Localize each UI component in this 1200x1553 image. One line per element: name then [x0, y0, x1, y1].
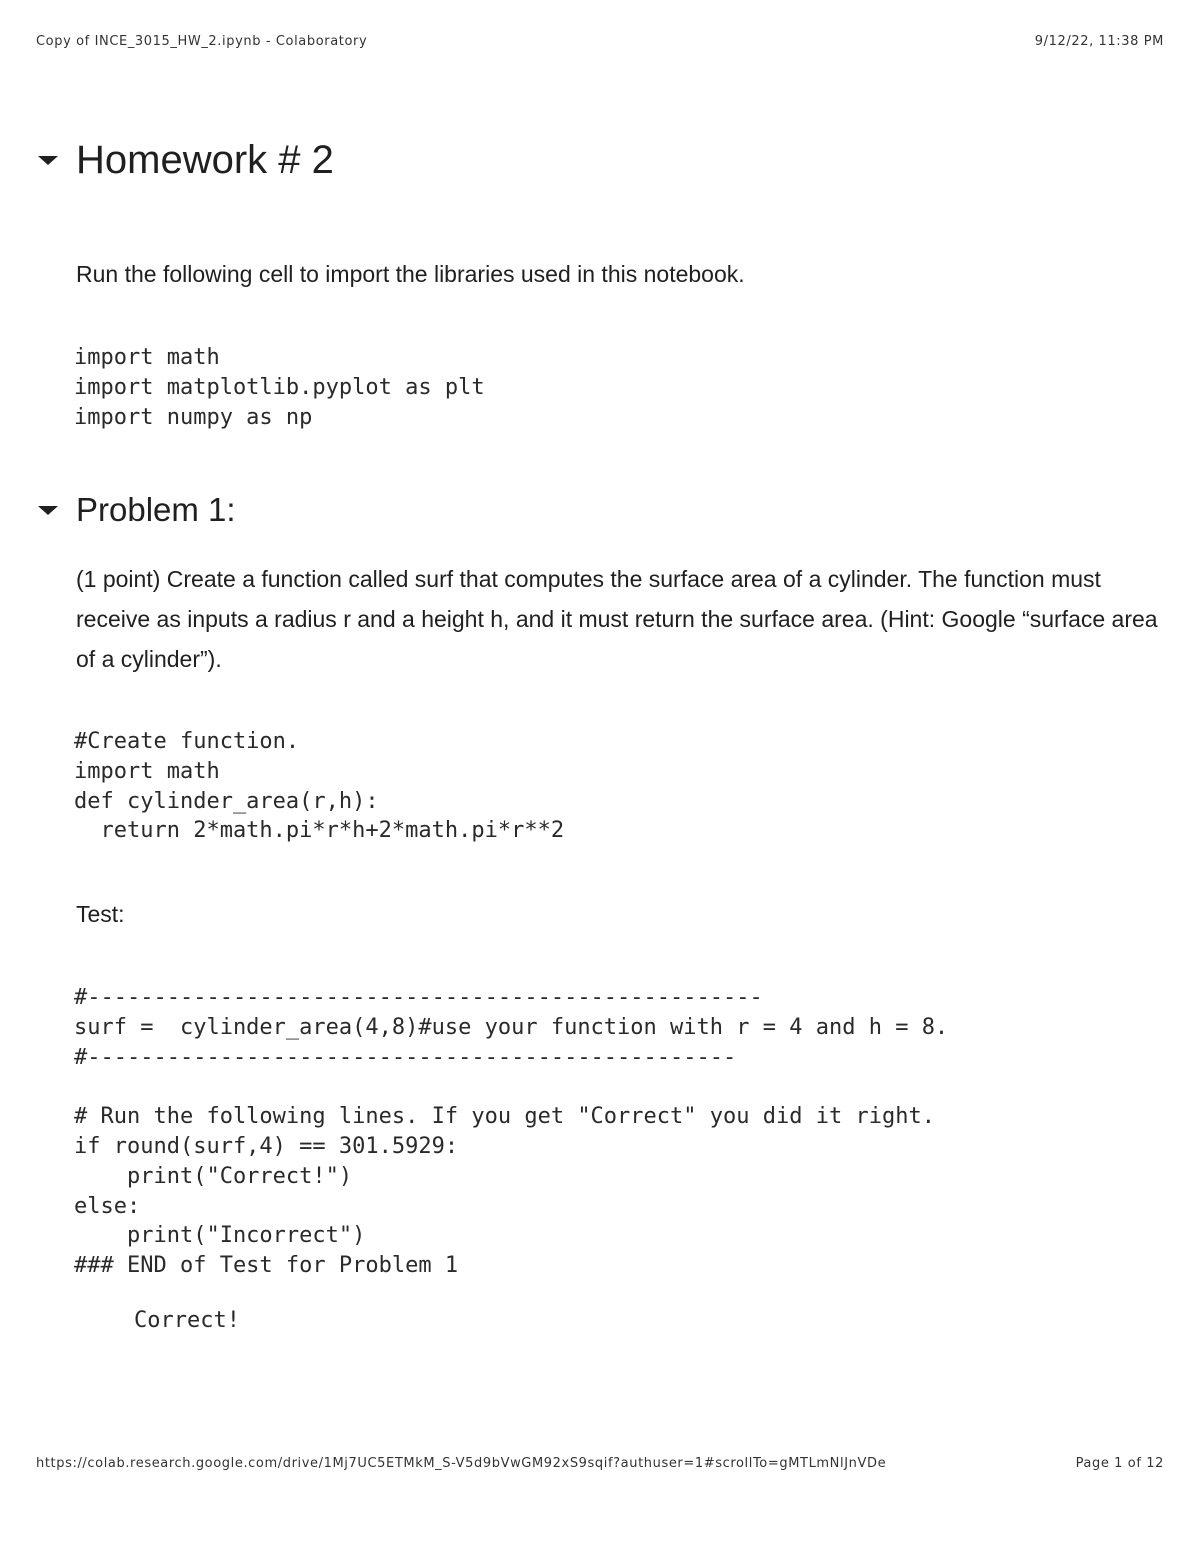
code-line: #Create function.: [74, 729, 300, 754]
print-header: [36, 34, 1164, 49]
notebook-title: Homework # 2: [76, 138, 334, 182]
document-title: Copy of INCE_3015_HW_2.ipynb - Colaboratory: [36, 34, 368, 49]
code-line: print("Incorrect"): [74, 1223, 366, 1249]
code-line: #-------------------------------------------------: [74, 1044, 737, 1070]
code-line: else:: [74, 1193, 141, 1219]
code-line: ### END of Test for Problem 1: [74, 1253, 459, 1279]
code-line: def cylinder_area(r,h):: [74, 788, 379, 814]
homework-section-header[interactable]: [38, 138, 334, 183]
problem1-description: (1 point) Create a function called surf that computes the surface area of a cylinder. The function must receive as inputs a radius r and a height h, and it must return the surface area. (Hint: Google “surface area of a cylinder”).: [76, 566, 1158, 672]
cell-output: Correct!: [134, 1308, 240, 1333]
code-line: # Run the following lines. If you get "Correct" you did it right.: [74, 1104, 935, 1130]
code-line: [74, 1072, 948, 1102]
test-label: Test:: [76, 901, 125, 927]
test-code-cell[interactable]: [74, 983, 948, 1281]
problem1-section-header[interactable]: [38, 491, 236, 529]
code-line: import math: [74, 758, 220, 784]
code-line: print("Correct!"): [74, 1163, 353, 1189]
code-line: surf = cylinder_area(4,8)#use your function with r = 4 and h = 8.: [74, 1014, 949, 1040]
collapse-caret-icon[interactable]: [38, 506, 58, 515]
collapse-caret-icon[interactable]: [38, 156, 58, 165]
page-number: Page 1 of 12: [1075, 1456, 1164, 1471]
code-line: return 2*math.pi*r*h+2*math.pi*r**2: [74, 818, 565, 844]
code-line: import math: [74, 345, 220, 370]
code-line: import numpy as np: [74, 404, 313, 430]
function-code-cell[interactable]: [74, 727, 564, 846]
code-line: import matplotlib.pyplot as plt: [74, 374, 485, 400]
problem1-heading: Problem 1:: [76, 491, 236, 528]
code-line: #---------------------------------------------------: [74, 985, 763, 1010]
code-line: if round(surf,4) == 301.5929:: [74, 1133, 459, 1159]
intro-text-cell: Run the following cell to import the libraries used in this notebook.: [76, 261, 745, 287]
print-timestamp: 9/12/22, 11:38 PM: [1034, 34, 1164, 49]
import-code-cell[interactable]: [74, 343, 485, 432]
print-footer: [36, 1456, 1164, 1471]
page-url: https://colab.research.google.com/drive/1Mj7UC5ETMkM_S-V5d9bVwGM92xS9sqif?authuser=1#scrollTo=gMTLmNlJnVDe: [36, 1456, 887, 1471]
